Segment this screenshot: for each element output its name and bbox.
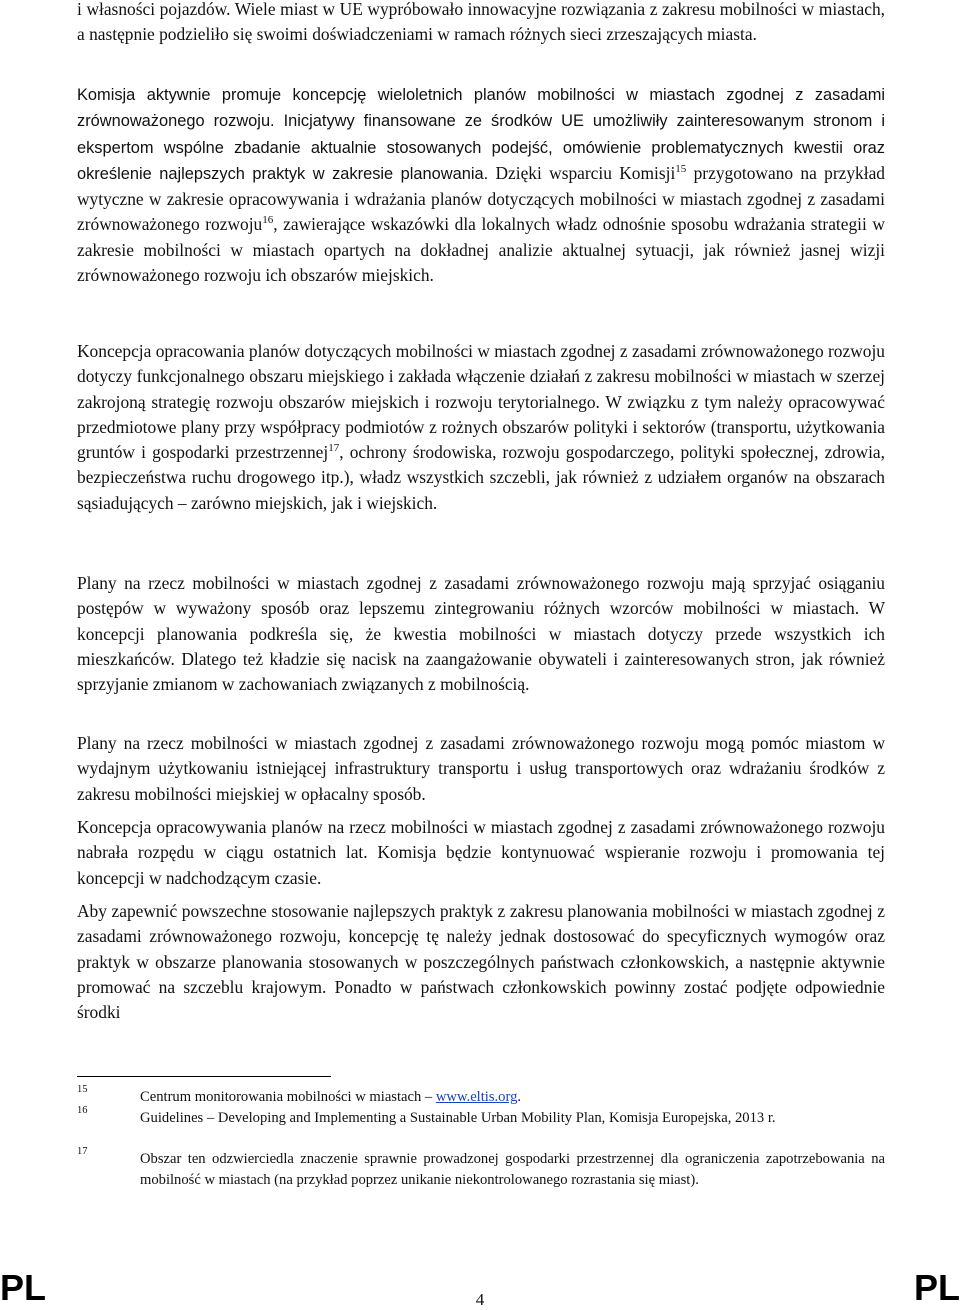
footnote-ref-16[interactable]: 16 <box>262 214 274 227</box>
paragraph-text: , zawierające wskazówki dla lokalnych władz odnośnie sposobu wdrażania strategii w zakresie mobilności w miastach opartych na dokładnej analizie aktualnej sytuacji, jak również jasnej wizji zrównoważonego rozwoju ich obszarów miejskich. <box>77 214 885 286</box>
footnote-text: Obszar ten odzwierciedla znaczenie sprawnie prowadzonej gospodarki przestrzennej dla ograniczenia zapotrzebowania na mobilność w miastach (na przykład poprzez unikanie niekontrolowanego rozrastania się miast). <box>140 1151 885 1188</box>
page-number: 4 <box>475 1290 485 1309</box>
footnote-ref-15[interactable]: 15 <box>675 163 687 176</box>
footnote-text-end: . <box>517 1089 522 1105</box>
paragraph-continuation: i własności pojazdów. Wiele miast w UE wypróbowało innowacyjne rozwiązania z zakresu mobilności w miastach, a następnie podzieliło się swoimi doświadczeniami w ramach różnych sieci zrzeszających miasta. <box>77 0 885 45</box>
footnote-number: 15 <box>77 1084 88 1095</box>
language-code-left: PL <box>0 1267 47 1308</box>
footnote-text-lead: Centrum monitorowania mobilności w miastach – <box>140 1089 436 1105</box>
paragraph-sans-text: Komisja aktywnie promuje koncepcję wieloletnich planów mobilności w miastach zgodnej z zasadami zrównoważonego rozwoju. Inicjatywy finansowane ze środków UE umożliwiły zainteresowanym stronom i ekspertom wspólne zbadanie aktualnie stosowanych podejść, omówienie problematycznych kwestii oraz określenie najlepszych praktyk w zakresie planowania. <box>77 86 885 183</box>
footnote-16 <box>77 1105 885 1129</box>
footnote-number: 16 <box>77 1105 88 1116</box>
language-code-right: PL <box>913 1267 960 1308</box>
footnote-text <box>140 1087 885 1108</box>
paragraph-plans-benefits: Plany na rzecz mobilności w miastach zgodnej z zasadami zrównoważonego rozwoju mogą pomóc miastom w wydajnym użytkowaniu istniejącej infrastruktury transportu i usług transportowych oraz wdrażaniu środków z zakresu mobilności miejskiej w opłacalny sposób. <box>77 733 885 804</box>
paragraph-text: Koncepcja opracowania planów dotyczących mobilności w miastach zgodnej z zasadami zrównoważonego rozwoju dotyczy funkcjonalnego obszaru miejskiego i zakłada włączenie działań z zakresu mobilności w miastach w szerzej zakrojoną strategię rozwoju obszarów miejskich i rozwoju terytorialnego. W związku z tym należy opracowywać przedmiotowe plany przy współpracy podmiotów z rożnych obszarów polityki i sektorów (transportu, użytkowania gruntów i gospodarki przestrzennej <box>77 341 885 463</box>
footnote-text: Guidelines – Developing and Implementing a Sustainable Urban Mobility Plan, Komisja Europejska, 2013 r. <box>140 1110 776 1126</box>
footnote-15 <box>77 1084 885 1108</box>
footnote-ref-17[interactable]: 17 <box>328 442 340 455</box>
footnote-separator <box>77 1076 331 1077</box>
paragraph-planning-concept <box>77 339 885 516</box>
paragraph-text: Dzięki wsparciu Komisji <box>488 162 676 183</box>
paragraph-commission-promotion <box>77 82 885 288</box>
paragraph-best-practices: Aby zapewnić powszechne stosowanie najlepszych praktyk z zakresu planowania mobilności w miastach zgodnej z zasadami zrównoważonego rozwoju, koncepcję tę należy jednak dostosować do specyficznych wymogów oraz praktyk w obszarze planowania stosowanych w poszczególnych państwach członkowskich, a następnie aktywnie promować na szczeblu krajowym. Ponadto w państwach członkowskich powinny zostać podjęte odpowiednie środki <box>77 901 885 1023</box>
eltis-link[interactable]: www.eltis.org <box>435 1089 518 1105</box>
paragraph-text: przygotowano na przykład wytyczne w zakresie opracowywania i wdrażania planów dotyczących mobilności w miastach zgodnej z zasadami zrównoważonego rozwoju <box>77 162 885 235</box>
paragraph-plans-goals: Plany na rzecz mobilności w miastach zgodnej z zasadami zrównoważonego rozwoju mają sprzyjać osiąganiu postępów w wyważony sposób oraz lepszemu zintegrowaniu różnych wzorców mobilności w miastach. W koncepcji planowania podkreśla się, że kwestia mobilności w miastach dotyczy przede wszystkich ich mieszkańców. Dlatego też kładzie się nacisk na zaangażowanie obywateli i zainteresowanych stron, jak również sprzyjanie zmianom w zachowaniach związanych z mobilnością. <box>77 573 885 695</box>
footnote-17 <box>77 1146 885 1190</box>
footnote-number: 17 <box>77 1146 88 1157</box>
paragraph-text: , ochrony środowiska, rozwoju gospodarczego, polityki społecznej, zdrowia, bezpieczeństwa ruchu drogowego itp.), władz wszystkich szczebli, jak również z udziałem organów na obszarach sąsiadujących – zarówno miejskich, jak i wiejskich. <box>77 442 885 513</box>
paragraph-momentum: Koncepcja opracowywania planów na rzecz mobilności w miastach zgodnej z zasadami zrównoważonego rozwoju nabrała rozpędu w ciągu ostatnich lat. Komisja będzie kontynuować wspieranie rozwoju i promowania tej koncepcji w nadchodzącym czasie. <box>77 817 885 888</box>
